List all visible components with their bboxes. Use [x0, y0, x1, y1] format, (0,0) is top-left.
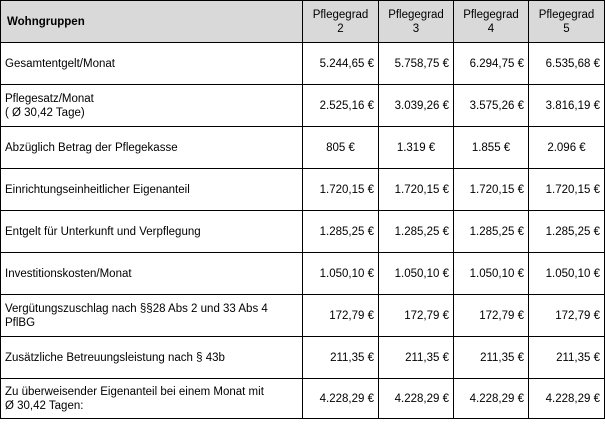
header-pflegegrad-3	[379, 1, 454, 43]
row-label-line: Pflegesatz/Monat	[5, 92, 94, 105]
row-label-line: Vergütungszuschlag nach §§28 Abs 2 und 33 Abs 4	[5, 302, 268, 315]
cell-pflegegrad-3: 1.319 €	[379, 127, 454, 169]
cell-pflegegrad-2: 1.720,15 €	[303, 169, 379, 211]
header-grade-number: 4	[487, 22, 495, 35]
row-label	[1, 379, 303, 419]
table-row	[1, 127, 605, 169]
row-label-line: Entgelt für Unterkunft und Verpflegung	[5, 225, 201, 238]
row-label-line: Einrichtungseinheitlicher Eigenanteil	[5, 183, 190, 196]
cell-pflegegrad-2: 172,79 €	[303, 295, 379, 337]
row-label	[1, 253, 303, 295]
cell-pflegegrad-4: 1.285,25 €	[454, 211, 529, 253]
header-grade-title: Pflegegrad	[312, 8, 369, 21]
table-row	[1, 295, 605, 337]
header-pflegegrad-4	[454, 1, 529, 43]
cell-pflegegrad-4: 1.720,15 €	[454, 169, 529, 211]
cell-pflegegrad-2: 211,35 €	[303, 337, 379, 379]
cell-pflegegrad-3: 1.720,15 €	[379, 169, 454, 211]
cell-pflegegrad-2: 1.050,10 €	[303, 253, 379, 295]
row-label	[1, 295, 303, 337]
cell-pflegegrad-4: 1.050,10 €	[454, 253, 529, 295]
cell-pflegegrad-4: 4.228,29 €	[454, 379, 529, 419]
table-row	[1, 379, 605, 419]
cell-pflegegrad-3: 1.285,25 €	[379, 211, 454, 253]
cell-pflegegrad-3: 5.758,75 €	[379, 43, 454, 85]
cell-pflegegrad-5: 3.816,19 €	[529, 85, 605, 127]
header-grade-number: 5	[563, 22, 570, 35]
header-grade-number: 3	[412, 22, 420, 35]
row-label-line: Zu überweisender Eigenanteil bei einem Monat mit	[5, 385, 264, 398]
row-label-line: PflBG	[5, 316, 36, 329]
row-label	[1, 43, 303, 85]
table-row	[1, 211, 605, 253]
cell-pflegegrad-4: 211,35 €	[454, 337, 529, 379]
cell-pflegegrad-5: 1.720,15 €	[529, 169, 605, 211]
cell-pflegegrad-4: 3.575,26 €	[454, 85, 529, 127]
cell-pflegegrad-5: 172,79 €	[529, 295, 605, 337]
cell-pflegegrad-3: 4.228,29 €	[379, 379, 454, 419]
cell-pflegegrad-5: 1.050,10 €	[529, 253, 605, 295]
cell-pflegegrad-2: 5.244,65 €	[303, 43, 379, 85]
header-pflegegrad-5	[529, 1, 605, 43]
row-label-line: Zusätzliche Betreuungsleistung nach § 43b	[5, 351, 225, 364]
header-pflegegrad-2	[303, 1, 379, 43]
table-row	[1, 85, 605, 127]
header-grade-title: Pflegegrad	[388, 8, 444, 21]
cell-pflegegrad-5: 211,35 €	[529, 337, 605, 379]
cell-pflegegrad-5: 4.228,29 €	[529, 379, 605, 419]
row-label-line: ( Ø 30,42 Tage)	[5, 106, 85, 119]
table-header-row	[1, 1, 605, 43]
row-label	[1, 85, 303, 127]
cell-pflegegrad-4: 1.855 €	[454, 127, 529, 169]
header-grade-title: Pflegegrad	[463, 8, 519, 21]
cell-pflegegrad-2: 2.525,16 €	[303, 85, 379, 127]
header-wohngruppen: Wohngruppen	[1, 1, 303, 43]
row-label-line: Investitionskosten/Monat	[5, 267, 132, 280]
row-label-line: Abzüglich Betrag der Pflegekasse	[5, 141, 178, 154]
row-label-line: Ø 30,42 Tagen:	[5, 399, 84, 412]
header-grade-title: Pflegegrad	[538, 8, 595, 21]
table-row	[1, 337, 605, 379]
cell-pflegegrad-5: 2.096 €	[529, 127, 605, 169]
cell-pflegegrad-2: 805 €	[303, 127, 379, 169]
table-body	[1, 43, 605, 419]
cell-pflegegrad-3: 172,79 €	[379, 295, 454, 337]
table-row	[1, 253, 605, 295]
table-row	[1, 43, 605, 85]
cell-pflegegrad-5: 6.535,68 €	[529, 43, 605, 85]
row-label-line: Gesamtentgelt/Monat	[5, 57, 115, 70]
cell-pflegegrad-5: 1.285,25 €	[529, 211, 605, 253]
cell-pflegegrad-2: 4.228,29 €	[303, 379, 379, 419]
cell-pflegegrad-3: 1.050,10 €	[379, 253, 454, 295]
cell-pflegegrad-2: 1.285,25 €	[303, 211, 379, 253]
row-label	[1, 211, 303, 253]
cell-pflegegrad-4: 6.294,75 €	[454, 43, 529, 85]
row-label	[1, 337, 303, 379]
cell-pflegegrad-4: 172,79 €	[454, 295, 529, 337]
cell-pflegegrad-3: 211,35 €	[379, 337, 454, 379]
cell-pflegegrad-3: 3.039,26 €	[379, 85, 454, 127]
header-grade-number: 2	[337, 22, 344, 35]
row-label	[1, 127, 303, 169]
table-row	[1, 169, 605, 211]
row-label	[1, 169, 303, 211]
